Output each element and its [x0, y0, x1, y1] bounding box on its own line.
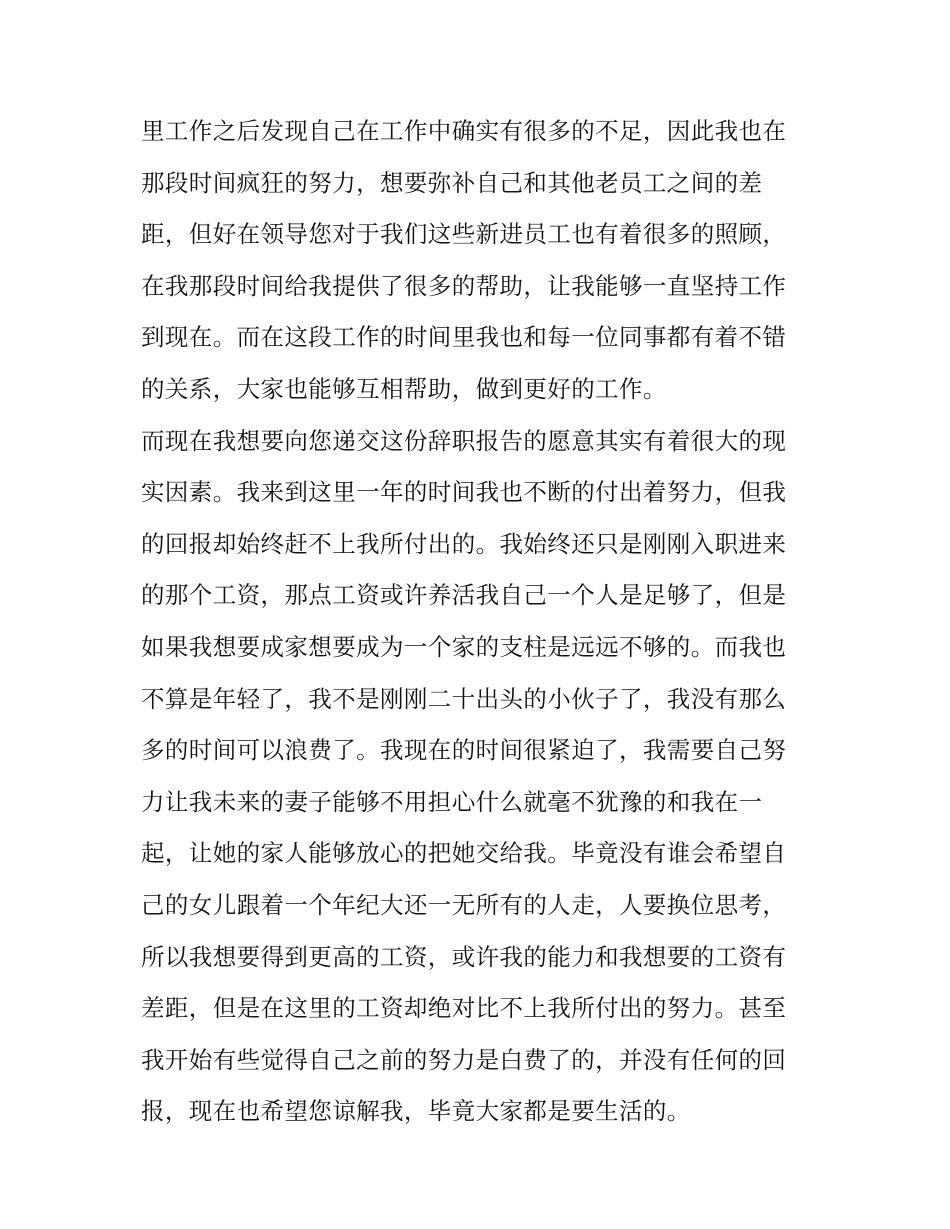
text-line: 到现在。而在这段工作的时间里我也和每一位同事都有着不错 — [141, 323, 787, 352]
text-line: 那段时间疯狂的努力，想要弥补自己和其他老员工之间的差 — [141, 168, 763, 197]
text-line: 的那个工资，那点工资或许养活我自己一个人是足够了，但是 — [141, 581, 787, 610]
text-line: 报，现在也希望您谅解我，毕竟大家都是要生活的。 — [141, 1097, 691, 1126]
text-line: 如果我想要成家想要成为一个家的支柱是远远不够的。而我也 — [141, 632, 787, 661]
text-line: 多的时间可以浪费了。我现在的时间很紧迫了，我需要自己努 — [141, 736, 787, 765]
text-line: 实因素。我来到这里一年的时间我也不断的付出着努力，但我 — [141, 478, 787, 507]
text-line: 我开始有些觉得自己之前的努力是白费了的，并没有任何的回 — [141, 1045, 787, 1074]
text-line: 而现在我想要向您递交这份辞职报告的愿意其实有着很大的现 — [141, 426, 787, 455]
text-line: 起，让她的家人能够放心的把她交给我。毕竟没有谁会希望自 — [141, 839, 787, 868]
text-line: 所以我想要得到更高的工资，或许我的能力和我想要的工资有 — [141, 942, 787, 971]
text-line: 不算是年轻了，我不是刚刚二十出头的小伙子了，我没有那么 — [141, 684, 787, 713]
text-line: 里工作之后发现自己在工作中确实有很多的不足，因此我也在 — [141, 117, 787, 145]
text-line: 距，但好在领导您对于我们这些新进员工也有着很多的照顾， — [141, 220, 787, 249]
text-line: 力让我未来的妻子能够不用担心什么就毫不犹豫的和我在一 — [141, 787, 763, 816]
text-line: 的回报却始终赶不上我所付出的。我始终还只是刚刚入职进来 — [141, 529, 787, 558]
text-line: 己的女儿跟着一个年纪大还一无所有的人走，人要换位思考， — [141, 890, 787, 919]
text-line: 在我那段时间给我提供了很多的帮助，让我能够一直坚持工作 — [141, 271, 787, 300]
text-line: 的关系，大家也能够互相帮助，做到更好的工作。 — [141, 374, 667, 403]
text-line: 差距，但是在这里的工资却绝对比不上我所付出的努力。甚至 — [141, 994, 787, 1023]
body-text — [141, 106, 821, 1138]
